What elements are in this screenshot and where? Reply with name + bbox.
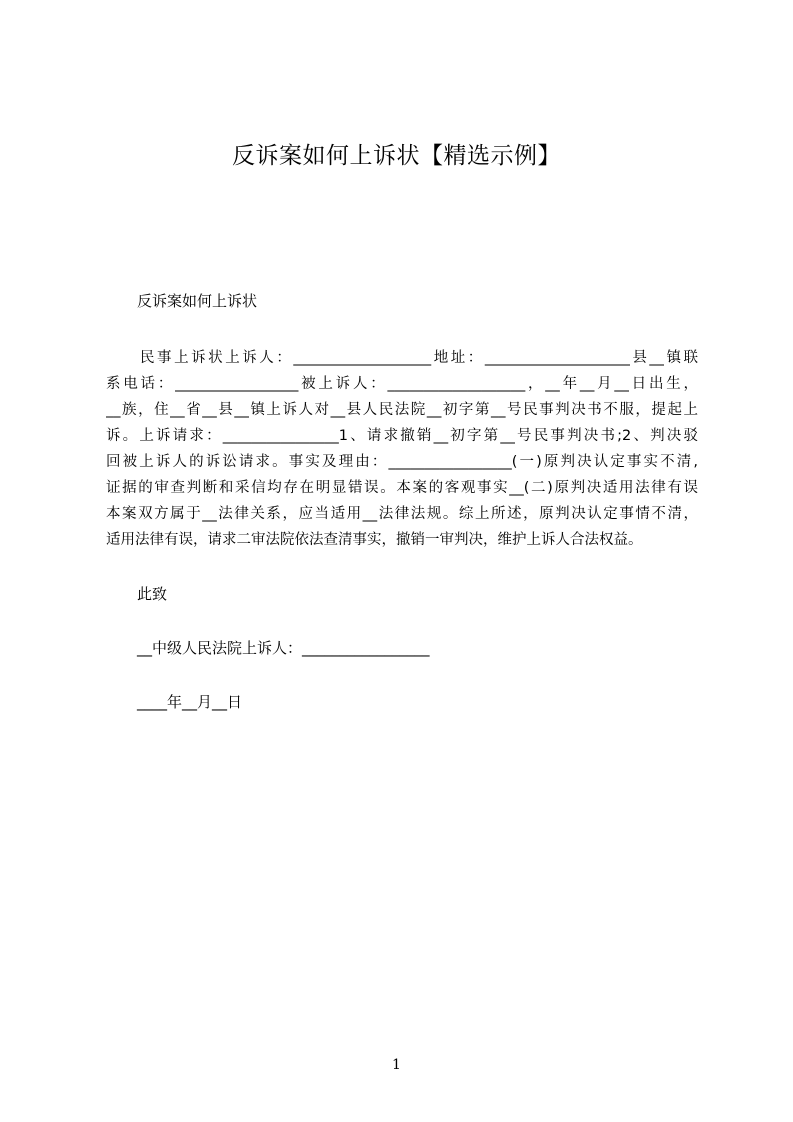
body-line: 证据的审查判断和采信均存在明显错误。本案的客观事实__(二)原判决适用法律有误 [106, 480, 698, 496]
body-line: 系电话：_________________被上诉人：___________________，__年__月__日出生， [106, 376, 698, 392]
date-line: ____年__月__日 [137, 693, 243, 711]
body-line: 回被上诉人的诉讼请求。事实及理由：_________________(一)原判决认定事实不清, [106, 454, 698, 470]
salutation: 此致 [137, 585, 168, 603]
document-title: 反诉案如何上诉状【精选示例】 [232, 143, 561, 169]
body-line: __族，住__省__县__镇上诉人对__县人民法院__初字第__号民事判决书不服，提起上 [106, 402, 698, 418]
page-number: 1 [392, 1057, 401, 1073]
appeal-body [106, 345, 698, 553]
document-subtitle: 反诉案如何上诉状 [137, 292, 258, 310]
body-line: 本案双方属于__法律关系，应当适用__法律法规。综上所述，原判决认定事情不清， [106, 506, 698, 522]
body-line: 民事上诉状上诉人：___________________地址：____________________县__镇联 [140, 350, 698, 366]
body-line: 诉。上诉请求：________________1、请求撤销__初字第__号民事判决书;2、判决驳 [106, 428, 698, 444]
body-line: 适用法律有误，请求二审法院依法查清事实，撤销一审判决，维护上诉人合法权益。 [106, 532, 643, 548]
court-signature-line: __中级人民法院上诉人：_________________ [137, 639, 430, 657]
